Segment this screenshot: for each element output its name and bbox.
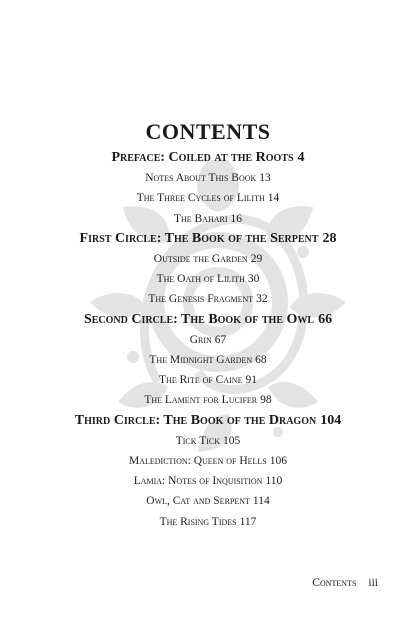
toc-entry bbox=[0, 289, 416, 309]
toc-entry bbox=[0, 471, 416, 491]
toc-entry bbox=[0, 269, 416, 289]
toc-entry-page: 30 bbox=[247, 273, 260, 286]
footer-section-label: Contents bbox=[312, 577, 357, 589]
toc-entry-title: The Lament for Lucifer bbox=[144, 394, 258, 407]
toc-entry-page: 14 bbox=[267, 192, 280, 205]
toc-entry-page: 106 bbox=[269, 455, 287, 468]
toc-entry-page: 68 bbox=[255, 354, 267, 367]
toc-entry bbox=[0, 209, 416, 229]
toc-entry bbox=[0, 168, 416, 188]
toc-entry bbox=[0, 330, 416, 350]
toc-entry-page: 29 bbox=[250, 253, 263, 266]
toc-entry bbox=[0, 451, 416, 471]
toc-entry-list bbox=[0, 148, 416, 532]
toc-entry-page: 105 bbox=[223, 434, 241, 447]
toc-entry-title: First Circle: The Book of the Serpent bbox=[79, 230, 319, 246]
toc-entry-page: 66 bbox=[318, 311, 333, 327]
toc-entry-title: Notes About This Book bbox=[145, 172, 257, 185]
toc-entry bbox=[0, 431, 416, 451]
toc-entry-page: 114 bbox=[252, 495, 270, 508]
toc-entry-title: The Midnight Garden bbox=[149, 354, 253, 367]
toc-entry bbox=[0, 512, 416, 532]
toc-entry-title: Malediction: Queen of Hells bbox=[128, 455, 267, 468]
toc-entry-page: 67 bbox=[214, 333, 227, 346]
toc-section-entry bbox=[0, 310, 416, 330]
toc-entry bbox=[0, 249, 416, 269]
toc-section-entry bbox=[0, 411, 416, 431]
toc-entry-title: The Three Cycles of Lilith bbox=[136, 192, 265, 205]
toc-entry-title: The Bahari bbox=[173, 212, 228, 225]
toc-entry-title: Grin bbox=[189, 333, 212, 346]
toc-entry-page: 117 bbox=[239, 515, 257, 528]
toc-entry-page: 104 bbox=[320, 412, 342, 428]
running-footer bbox=[312, 577, 378, 589]
toc-entry-page: 32 bbox=[256, 293, 268, 306]
toc-entry-title: Owl, Cat and Serpent bbox=[146, 495, 250, 508]
toc-entry bbox=[0, 350, 416, 370]
page-title: CONTENTS bbox=[145, 119, 271, 144]
toc-entry-title: Second Circle: The Book of the Owl bbox=[83, 311, 315, 327]
toc-entry-title: Third Circle: The Book of the Dragon bbox=[74, 412, 317, 428]
toc-section-entry bbox=[0, 229, 416, 249]
toc-entry-page: 91 bbox=[245, 374, 257, 387]
toc-entry-title: The Genesis Fragment bbox=[148, 293, 254, 306]
toc-entry bbox=[0, 188, 416, 208]
footer-page-number: iii bbox=[368, 577, 378, 589]
toc-entry-title: Lamia: Notes of Inquisition bbox=[133, 475, 263, 488]
toc-entry bbox=[0, 370, 416, 390]
toc-entry-title: Tick Tick bbox=[175, 434, 221, 447]
toc-entry-page: 28 bbox=[322, 230, 337, 246]
toc-entry bbox=[0, 390, 416, 410]
toc-entry-page: 13 bbox=[259, 172, 271, 185]
toc-entry-title: The Rite of Caine bbox=[159, 374, 243, 387]
toc-entry bbox=[0, 491, 416, 511]
toc-entry-title: The Rising Tides bbox=[159, 515, 237, 528]
table-of-contents bbox=[0, 118, 416, 532]
toc-entry-page: 16 bbox=[230, 212, 243, 225]
toc-entry-page: 98 bbox=[260, 394, 272, 407]
toc-entry-page: 4 bbox=[297, 150, 305, 165]
toc-section-entry bbox=[0, 148, 416, 168]
toc-entry-title: Preface: Coiled at the Roots bbox=[111, 150, 294, 165]
toc-entry-title: The Oath of Lilith bbox=[156, 273, 245, 286]
toc-entry-title: Outside the Garden bbox=[153, 253, 248, 266]
toc-entry-page: 110 bbox=[265, 475, 283, 488]
